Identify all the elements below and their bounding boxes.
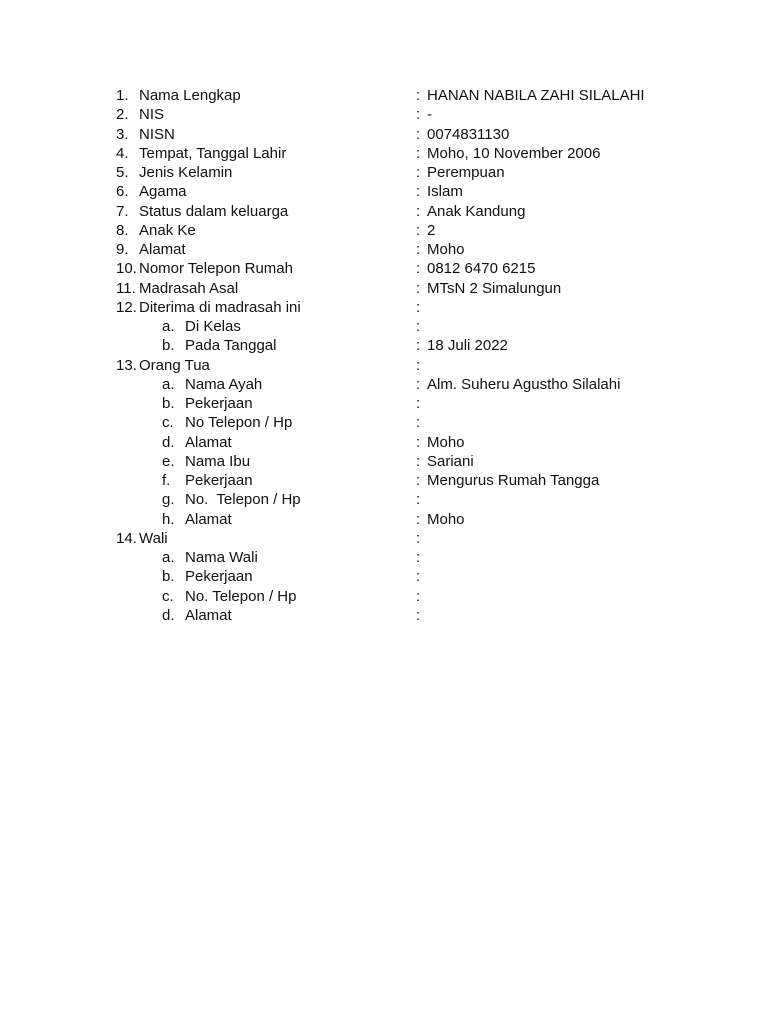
sub-list-item: [0, 452, 768, 471]
list-item: [0, 182, 768, 201]
field-label: Tempat, Tanggal Lahir: [139, 144, 287, 162]
list-item: [0, 105, 768, 124]
sub-item-letter: h.: [162, 510, 175, 528]
colon: :: [416, 260, 421, 278]
colon: :: [416, 529, 421, 547]
sub-item-letter: a.: [162, 375, 175, 393]
sub-item-letter: g.: [162, 491, 175, 509]
field-value: Perempuan: [427, 164, 505, 181]
item-number: 2.: [116, 106, 129, 124]
item-number: 4.: [116, 144, 129, 162]
field-label: Nomor Telepon Rumah: [139, 260, 293, 278]
colon: :: [416, 549, 421, 566]
field-label: Anak Ke: [139, 221, 196, 239]
colon: :: [416, 106, 421, 124]
colon: :: [416, 87, 421, 104]
field-label: Nama Ibu: [185, 452, 251, 470]
field-value: Anak Kandung: [427, 202, 526, 220]
colon: :: [416, 183, 421, 201]
field-value: Moho: [427, 433, 465, 451]
field-value: -: [427, 106, 432, 124]
list-item: [0, 240, 768, 259]
field-value: 0812 6470 6215: [427, 260, 536, 278]
list-item: [0, 86, 768, 105]
item-number: 7.: [116, 202, 129, 220]
field-label: Wali: [139, 529, 168, 547]
sub-item-letter: a.: [162, 318, 175, 335]
field-label: Diterima di madrasah ini: [139, 298, 301, 316]
list-item: [0, 529, 768, 548]
sub-item-letter: c.: [162, 414, 174, 432]
sub-list-item: [0, 587, 768, 606]
colon: :: [416, 125, 421, 143]
field-label: Pekerjaan: [185, 395, 253, 412]
colon: :: [416, 298, 421, 316]
sub-item-letter: e.: [162, 452, 175, 470]
field-label: Orang Tua: [139, 356, 210, 374]
list-item: [0, 125, 768, 144]
sub-list-item: [0, 548, 768, 567]
colon: :: [416, 279, 421, 297]
field-value: 18 Juli 2022: [427, 337, 508, 355]
sub-item-letter: f.: [162, 472, 171, 489]
colon: :: [416, 472, 421, 489]
field-value: Mengurus Rumah Tangga: [427, 472, 600, 489]
sub-item-letter: d.: [162, 433, 175, 451]
colon: :: [416, 337, 421, 355]
field-value: Moho: [427, 510, 465, 528]
sub-list-item: [0, 317, 768, 336]
colon: :: [416, 395, 421, 412]
item-number: 6.: [116, 183, 129, 201]
colon: :: [416, 318, 421, 335]
field-value: HANAN NABILA ZAHI SILALAHI: [427, 87, 645, 104]
field-label: Alamat: [185, 433, 232, 451]
field-label: Pekerjaan: [185, 568, 253, 586]
field-label: Pada Tanggal: [185, 337, 277, 355]
item-number: 9.: [116, 241, 129, 258]
colon: :: [416, 375, 421, 393]
field-label: No. Telepon / Hp: [185, 587, 297, 605]
item-number: 5.: [116, 164, 129, 181]
colon: :: [416, 510, 421, 528]
sub-item-letter: c.: [162, 587, 174, 605]
colon: :: [416, 202, 421, 220]
field-value: Alm. Suheru Agustho Silalahi: [427, 375, 621, 393]
list-item: [0, 144, 768, 163]
field-label: No. Telepon / Hp: [185, 491, 301, 509]
sub-item-letter: b.: [162, 395, 175, 412]
list-item: [0, 279, 768, 298]
list-item: [0, 259, 768, 278]
sub-list-item: [0, 413, 768, 432]
list-item: [0, 298, 768, 317]
field-label: Alamat: [185, 606, 232, 624]
item-number: 10.: [116, 260, 137, 278]
field-value: Sariani: [427, 452, 474, 470]
field-value: 2: [427, 221, 436, 239]
field-label: Madrasah Asal: [139, 279, 239, 297]
field-label: Nama Lengkap: [139, 87, 241, 104]
sub-item-letter: b.: [162, 337, 175, 355]
sub-list-item: [0, 490, 768, 509]
field-label: Nama Wali: [185, 549, 258, 566]
sub-list-item: [0, 394, 768, 413]
item-number: 1.: [116, 87, 129, 104]
item-number: 14.: [116, 529, 137, 547]
field-label: Agama: [139, 183, 187, 201]
sub-list-item: [0, 433, 768, 452]
list-item: [0, 202, 768, 221]
sub-item-letter: b.: [162, 568, 175, 586]
colon: :: [416, 491, 421, 509]
field-label: NISN: [139, 125, 175, 143]
field-label: Alamat: [139, 241, 186, 258]
sub-list-item: [0, 510, 768, 529]
field-label: Pekerjaan: [185, 472, 253, 489]
field-value: MTsN 2 Simalungun: [427, 279, 562, 297]
field-value: Islam: [427, 183, 463, 201]
field-label: Di Kelas: [185, 318, 241, 335]
colon: :: [416, 568, 421, 586]
colon: :: [416, 587, 421, 605]
sub-item-letter: d.: [162, 606, 175, 624]
colon: :: [416, 606, 421, 624]
field-value: Moho, 10 November 2006: [427, 144, 601, 162]
field-value: Moho: [427, 241, 465, 258]
item-number: 8.: [116, 221, 129, 239]
colon: :: [416, 241, 421, 258]
colon: :: [416, 452, 421, 470]
field-label: Status dalam keluarga: [139, 202, 289, 220]
colon: :: [416, 433, 421, 451]
field-value: 0074831130: [427, 125, 510, 143]
sub-item-letter: a.: [162, 549, 175, 566]
colon: :: [416, 356, 421, 374]
item-number: 11.: [116, 279, 136, 297]
field-label: Nama Ayah: [185, 375, 263, 393]
item-number: 3.: [116, 125, 129, 143]
colon: :: [416, 414, 421, 432]
field-label: NIS: [139, 106, 165, 124]
field-label: Jenis Kelamin: [139, 164, 233, 181]
colon: :: [416, 144, 421, 162]
item-number: 13.: [116, 356, 137, 374]
sub-list-item: [0, 336, 768, 355]
colon: :: [416, 164, 421, 181]
sub-list-item: [0, 567, 768, 586]
list-item: [0, 356, 768, 375]
sub-list-item: [0, 375, 768, 394]
sub-list-item: [0, 606, 768, 625]
sub-list-item: [0, 471, 768, 490]
list-item: [0, 221, 768, 240]
student-data-list: [0, 86, 768, 625]
list-item: [0, 163, 768, 182]
field-label: Alamat: [185, 510, 232, 528]
item-number: 12.: [116, 298, 137, 316]
field-label: No Telepon / Hp: [185, 414, 293, 432]
colon: :: [416, 221, 421, 239]
